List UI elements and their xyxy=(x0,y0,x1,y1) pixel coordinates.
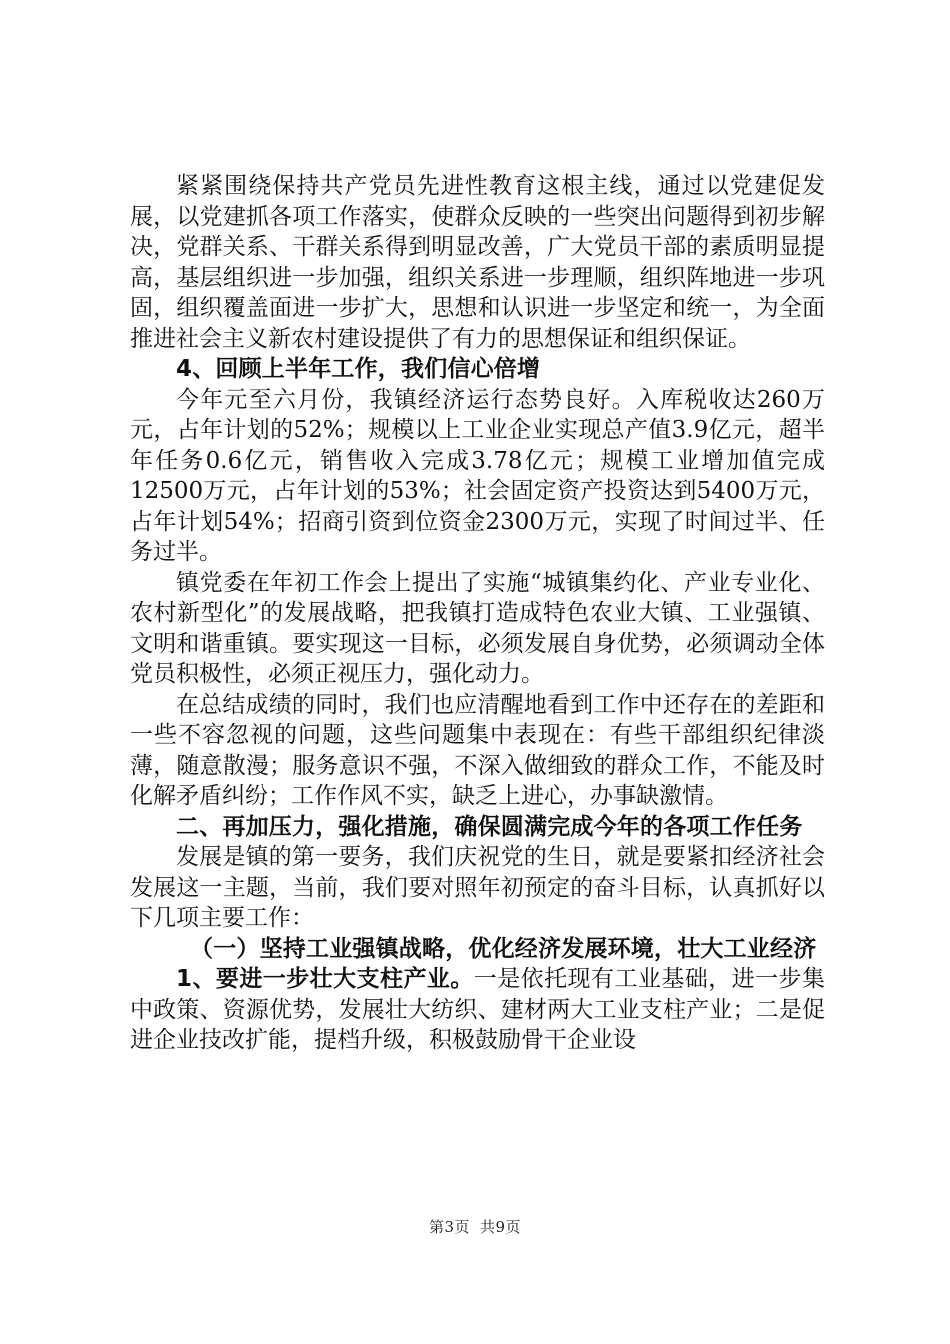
section-heading: 二、再加压力，强化措施，确保圆满完成今年的各项工作任务 xyxy=(176,813,803,840)
page-total: 共9页 xyxy=(480,1218,522,1236)
paragraph: 紧紧围绕保持共产党员先进性教育这根主线，通过以党建促发展，以党建抓各项工作落实，使群众反映的一些突出问题得到初步解决，党群关系、干群关系得到明显改善，广大党员干部的素质明显提高，基层组织进一步加强，组织关系进一步理顺，组织阵地进一步巩固，组织覆盖面进一步扩大，思想和认识进一步坚定和统一，为全面推进社会主义新农村建设提供了有力的思想保证和组织保证。 xyxy=(130,173,825,352)
paragraph: 镇党委在年初工作会上提出了实施“城镇集约化、产业专业化、农村新型化”的发展战略，把我镇打造成特色农业大镇、工业强镇、文明和谐重镇。要实现这一目标，必须发展自身优势，必须调动全体党员积极性，必须正视压力，强化动力。 xyxy=(130,569,825,687)
page-number: 第3页 xyxy=(428,1218,470,1236)
paragraph-lead: 1、要进一步壮大支柱产业。 xyxy=(176,966,474,992)
page-footer xyxy=(0,1216,950,1237)
subsection-heading: （一）坚持工业强镇战略，优化经济发展环境，壮大工业经济 xyxy=(190,935,817,962)
paragraph xyxy=(130,964,825,1056)
paragraph: 发展是镇的第一要务，我们庆祝党的生日，就是要紧扣经济社会发展这一主题，当前，我们要对照年初预定的奋斗目标，认真抓好以下几项主要工作： xyxy=(130,844,825,931)
document-body xyxy=(130,171,825,1056)
paragraph: 今年元至六月份，我镇经济运行态势良好。入库税收达260万元，占年计划的52%；规模以上工业企业实现总产值3.9亿元，超半年任务0.6亿元，销售收入完成3.78亿元；规模工业增加值完成12500万元，占年计划的53%；社会固定资产投资达到5400万元，占年计划54%；招商引资到位资金2300万元，实现了时间过半、任务过半。 xyxy=(130,386,825,565)
paragraph: 在总结成绩的同时，我们也应清醒地看到工作中还存在的差距和一些不容忽视的问题，这些问题集中表现在：有些干部组织纪律淡薄，随意散漫；服务意识不强，不深入做细致的群众工作，不能及时化解矛盾纠纷；工作作风不实，缺乏上进心，办事缺激情。 xyxy=(130,691,825,809)
section-heading: 4、回顾上半年工作，我们信心倍增 xyxy=(176,356,541,382)
paragraph-rest: 一是依托现有工业基础，进一步集中政策、资源优势，发展壮大纺织、建材两大工业支柱产业；二是促进企业技改扩能，提档升级，积极鼓励骨干企业设 xyxy=(130,966,825,1053)
